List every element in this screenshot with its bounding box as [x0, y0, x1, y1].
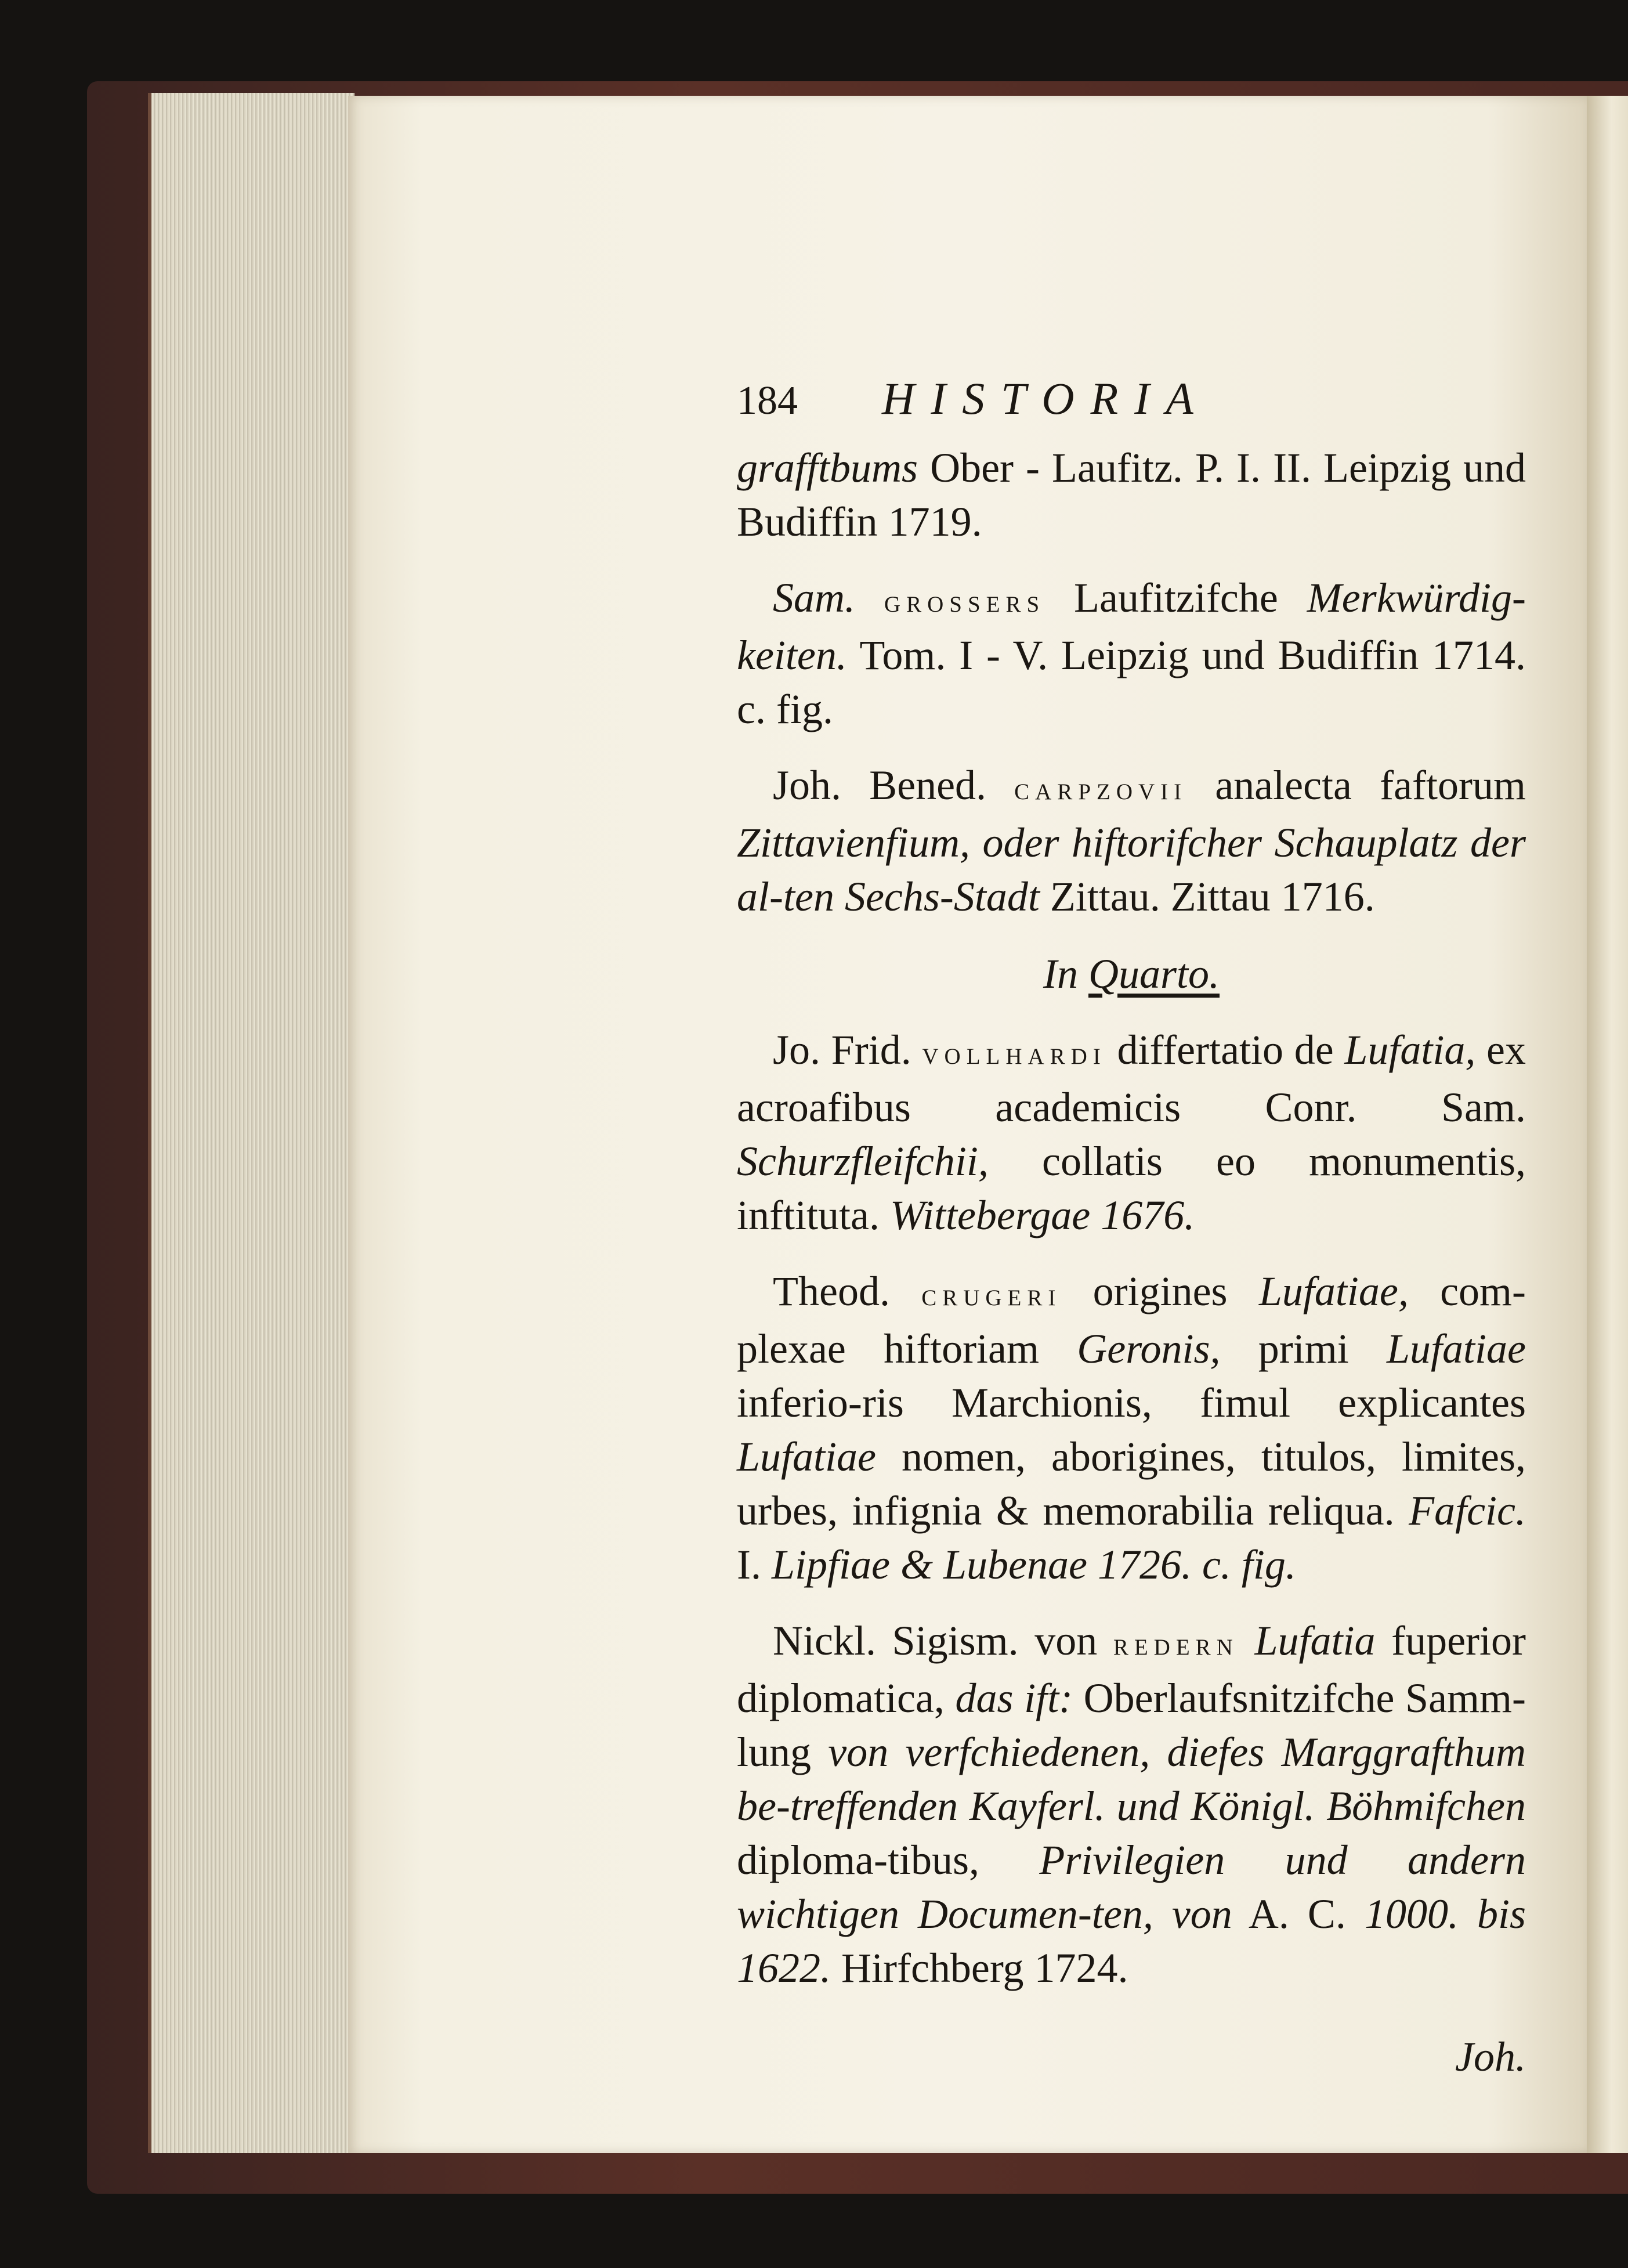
- entry-text: I.: [737, 1541, 772, 1588]
- entry-text: analecta faftorum: [1187, 762, 1526, 808]
- entry-text: diploma-tibus,: [737, 1837, 1040, 1883]
- italic-text: 1000. bis 1622.: [737, 1891, 1526, 1991]
- bibliography-entries-octavo: [737, 441, 1526, 924]
- author-name: redern: [1113, 1626, 1239, 1662]
- running-title: HISTORIA: [882, 373, 1210, 424]
- entry-text: Nickl. Sigism. von: [773, 1617, 1113, 1664]
- italic-text: Lufatia: [1254, 1617, 1376, 1664]
- italic-text: grafftbums: [737, 445, 918, 491]
- bibliography-entry: [737, 441, 1526, 549]
- section-heading-underlined: Quarto.: [1088, 951, 1220, 997]
- author-name: carpzovii: [1014, 771, 1188, 807]
- entry-text: inferio-ris Marchionis, fimul explicantes: [737, 1379, 1526, 1426]
- author-name: grossers: [884, 583, 1045, 619]
- entry-text: A. C.: [1232, 1891, 1365, 1937]
- entry-text: Tom. I - V. Leipzig und Budiffin 1714. c. fig.: [737, 632, 1526, 732]
- facing-page-edge: [1587, 96, 1628, 2153]
- italic-text: Schurzfleifchii,: [737, 1138, 989, 1184]
- entry-text: origines: [1061, 1268, 1259, 1314]
- entry-text: [1239, 1617, 1255, 1664]
- entry-text: Laufitzifche: [1045, 575, 1307, 621]
- italic-text: Wittebergae 1676.: [889, 1192, 1195, 1238]
- entry-text: differtatio de: [1106, 1027, 1345, 1073]
- page-edges: [148, 93, 354, 2153]
- entry-text: com-plexae hiftoriam: [737, 1268, 1526, 1372]
- italic-text: Fafcic.: [1409, 1487, 1526, 1534]
- bibliography-entry: [737, 1023, 1526, 1243]
- bibliography-entry: [737, 1265, 1526, 1592]
- bibliography-entry: [737, 1614, 1526, 1995]
- page-text: [737, 371, 1526, 2084]
- italic-text: Sam.: [773, 575, 855, 621]
- italic-text: Lufatia,: [1344, 1027, 1476, 1073]
- running-head: [737, 371, 1526, 441]
- entry-text: Oberlaufsnitzifche Samm-lung: [737, 1675, 1526, 1775]
- section-heading: In Quarto.: [1043, 951, 1220, 997]
- bibliography-entries-quarto: [737, 1023, 1526, 1995]
- italic-text: das ift:: [955, 1675, 1073, 1721]
- entry-text: Theod.: [773, 1268, 922, 1314]
- italic-text: Lufatiae: [1386, 1326, 1526, 1372]
- author-name: crugeri: [921, 1277, 1062, 1313]
- italic-text: Lipfiae & Lubenae 1726. c. fig.: [771, 1541, 1296, 1588]
- italic-text: von verfchiedenen, diefes Marggrafthum be-treffenden Kayferl. und Königl. Böhmifchen: [737, 1729, 1526, 1829]
- italic-text: Merkwürdig-keiten.: [737, 575, 1526, 678]
- italic-text: Privilegien und andern wichtigen Documen-ten, von: [737, 1837, 1526, 1937]
- entry-text: primi: [1220, 1326, 1387, 1372]
- author-name: vollhardi: [922, 1035, 1106, 1071]
- page-number: 184: [737, 378, 798, 423]
- entry-text: Zittau. Zittau 1716.: [1039, 873, 1375, 920]
- bibliography-entry: [737, 759, 1526, 924]
- catchword: Joh.: [1455, 2034, 1526, 2080]
- entry-text: Joh. Bened.: [773, 762, 1015, 808]
- entry-text: Ober - Laufitz. P. I. II. Leipzig und Budiffin 1719.: [737, 445, 1526, 545]
- entry-text: nomen, aborigines, titulos, limites, urbes, infignia & memorabilia reliqua.: [737, 1433, 1526, 1534]
- entry-text: fuperior diplomatica,: [737, 1617, 1526, 1721]
- italic-text: Geronis,: [1077, 1326, 1221, 1372]
- entry-text: [855, 575, 884, 621]
- italic-text: Zittavienfium, oder hiftorifcher Schauplatz der al-ten Sechs-Stadt: [737, 819, 1526, 920]
- entry-text: ex acroafibus academicis Conr. Sam.: [737, 1027, 1526, 1131]
- entry-text: Jo. Frid.: [773, 1027, 922, 1073]
- entry-text: Hirfchberg 1724.: [831, 1945, 1128, 1991]
- italic-text: Lufatiae,: [1258, 1268, 1409, 1314]
- italic-text: Lufatiae: [737, 1433, 877, 1480]
- bibliography-entry: [737, 571, 1526, 736]
- entry-text: collatis eo monumentis, inftituta.: [737, 1138, 1526, 1238]
